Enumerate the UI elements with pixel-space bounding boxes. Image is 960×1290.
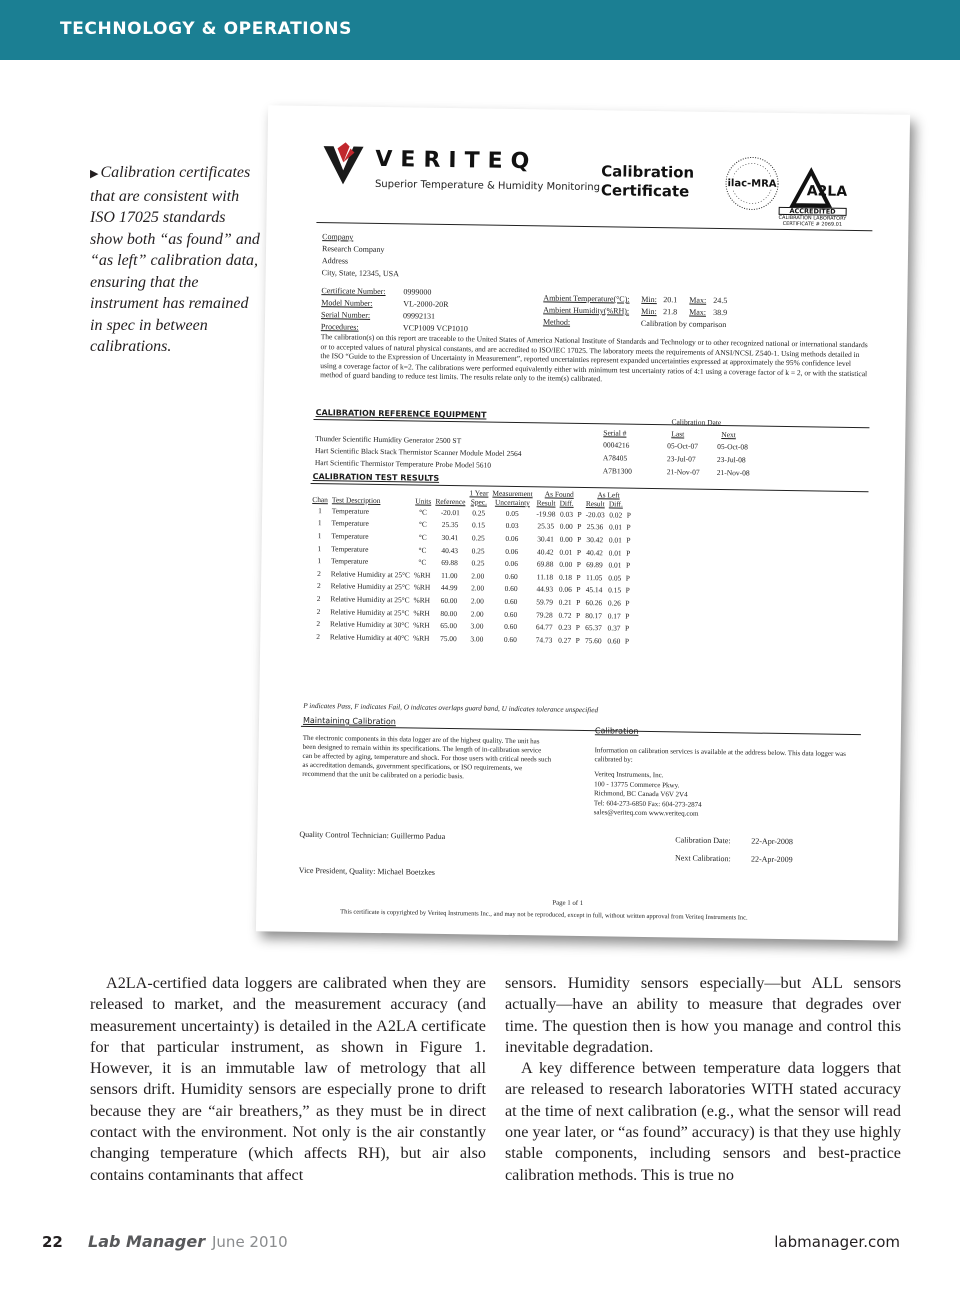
ref-equipment-name: Hart Scientific Black Stack Thermistor Scanner Module Model 2564 xyxy=(314,446,522,459)
calibration-phone: Tel: 604-273-6850 Fax: 604-273-2874 xyxy=(593,798,702,809)
ambient-temp-min-label: Min: xyxy=(641,294,657,305)
calibration-address xyxy=(594,770,703,819)
ambient-rh-max: 38.9 xyxy=(713,307,728,318)
reference-cell: 30.41 xyxy=(441,532,459,543)
found-diff-cell: 0.72 xyxy=(558,610,572,620)
serial-header: Serial # xyxy=(603,428,627,438)
chan-cell: 1 xyxy=(317,531,322,541)
left-pass-cell: P xyxy=(624,636,630,646)
uncertainty-cell: 0.60 xyxy=(504,571,518,581)
found-pass-cell: P xyxy=(577,534,582,544)
company-heading: Company xyxy=(322,232,354,242)
reference-cell: 69.88 xyxy=(441,558,458,568)
ambient-temp-max: 24.5 xyxy=(713,295,728,306)
last-header: Last xyxy=(671,429,685,439)
article-column-1 xyxy=(90,973,486,1186)
left-pass-cell: P xyxy=(626,535,631,545)
left-diff-cell: 0.17 xyxy=(607,610,621,621)
found-result-cell: 40.42 xyxy=(536,546,554,557)
ref-equipment-heading: CALIBRATION REFERENCE EQUIPMENT xyxy=(315,408,487,420)
reference-cell: 80.00 xyxy=(440,608,458,618)
ref-equipment-serial: A7B1300 xyxy=(602,466,633,476)
calibration-street: 100 - 13775 Commerce Pkwy. xyxy=(594,779,680,789)
brand-name: VERITEQ xyxy=(375,146,538,175)
spec-cell: 2.00 xyxy=(471,583,485,593)
spec-cell: 2.00 xyxy=(470,596,484,606)
found-result-cell: 79.28 xyxy=(536,609,553,620)
units-cell: °C xyxy=(418,532,427,542)
found-result-cell: 69.88 xyxy=(536,559,554,569)
ref-equipment-name: Hart Scientific Thermistor Temperature Probe Model 5610 xyxy=(314,458,492,470)
left-result-cell: 60.26 xyxy=(585,598,603,608)
paragraph: A2LA-certified data loggers are calibrated when they are released to market, and the measurement accuracy (and measurement uncertainty) is detailed in the A2LA certificate for that particular instrument, as shown in Figure 1. However, it is an immutable law of metrology that all sensors drift. Humidity sensors are especially prone to drift because they are “air breathers,” as they must be in direct contact with the environment. Not only is the air constantly changing temperature (which affects RH), but air also contains contaminants that affect xyxy=(90,974,486,1184)
units-cell: °C xyxy=(418,545,427,555)
uncertainty-cell: 0.60 xyxy=(504,609,518,619)
spec-cell: 0.25 xyxy=(472,508,486,518)
uncertainty-cell: 0.60 xyxy=(504,621,518,632)
found-diff-cell: 0.00 xyxy=(559,559,573,570)
page-label: Page 1 of 1 xyxy=(552,899,584,908)
found-diff-cell: 0.03 xyxy=(559,509,574,519)
ref-equipment-last: 23-Jul-07 xyxy=(666,454,696,464)
uncertainty-cell: 0.05 xyxy=(505,508,519,518)
spec-cell: 2.00 xyxy=(471,571,485,581)
spec-cell: 3.00 xyxy=(470,621,484,631)
model-number: VL-2000-20R xyxy=(403,299,449,309)
units-cell: %RH xyxy=(413,570,431,580)
ilac-label: ilac-MRA xyxy=(727,178,777,190)
paragraph: sensors. Humidity sensors especially—but ALL sensors actually—have an ability to measure that degrades over time. The question then is how you manage and control this inevitable degradation. xyxy=(505,974,901,1056)
maintaining-text: The electronic components in this data logger are of the highest quality. The unit has been designed to remain within its specifications. The length of in-calibration service can be affected by aging, temperature and shock. For those users with critical needs such as accreditation demands, government specifications, or ISO requirements, we recommend that the unit be calibrated on a periodic basis. xyxy=(302,733,552,781)
chan-cell: 2 xyxy=(316,631,321,641)
found-result-cell: 64.77 xyxy=(535,622,553,632)
left-diff-cell: 0.01 xyxy=(608,535,622,545)
found-pass-cell: P xyxy=(575,635,580,645)
uncertainty-cell: 0.60 xyxy=(504,596,518,606)
section-title: TECHNOLOGY & OPERATIONS xyxy=(60,19,352,39)
next-header: Next xyxy=(721,430,736,440)
found-diff-cell: 0.00 xyxy=(559,522,573,532)
ref-equipment-serial: A78405 xyxy=(602,453,628,463)
chan-header: Chan xyxy=(312,494,328,505)
ambient-rh-min-label: Min: xyxy=(641,306,657,317)
description-cell: Temperature xyxy=(331,518,369,529)
found-diff-cell: 0.18 xyxy=(559,572,573,582)
found-pass-cell: P xyxy=(576,547,582,557)
model-number-label: Model Number: xyxy=(321,298,373,308)
ref-equipment-name: Thunder Scientific Humidity Generator 2500 ST xyxy=(315,434,462,446)
certificate-number: 0999000 xyxy=(403,287,432,297)
as-found-header: As Found xyxy=(544,489,574,499)
left-diff-header: Diff. xyxy=(608,499,623,509)
uncertainty-header-2: Uncertainty xyxy=(494,497,530,508)
company-address: Address xyxy=(321,256,349,266)
left-result-cell: 40.42 xyxy=(586,547,603,557)
ref-equipment-next: 23-Jul-08 xyxy=(716,454,746,465)
uncertainty-cell: 0.60 xyxy=(503,634,517,644)
description-cell: Temperature xyxy=(331,531,369,541)
copyright-notice: This certificate is copyrighted by Veriteq Instruments Inc., and may not be reproduced, except in full, without written approval from Veriteq Instruments Inc. xyxy=(340,908,748,922)
spec-header-2: Spec. xyxy=(470,497,488,507)
chan-cell: 1 xyxy=(317,543,322,553)
calibration-company: Veriteq Instruments, Inc. xyxy=(594,770,664,780)
found-diff-header: Diff. xyxy=(559,498,574,508)
accredited-sub-1: CALIBRATION LABORATORY xyxy=(778,214,847,222)
calibration-certificate xyxy=(256,105,910,940)
uncertainty-header-1: Measurement xyxy=(492,488,533,499)
chan-cell: 2 xyxy=(316,619,321,629)
chan-cell: 1 xyxy=(318,505,322,515)
found-pass-cell: P xyxy=(576,560,581,570)
ambient-rh-label: Ambient Humidity(%RH): xyxy=(543,305,630,316)
left-diff-cell: 0.01 xyxy=(608,547,622,558)
found-result-header: Result xyxy=(536,498,556,508)
uncertainty-cell: 0.06 xyxy=(505,533,519,544)
spec-cell: 0.25 xyxy=(471,533,485,543)
found-pass-cell: P xyxy=(576,572,581,582)
spec-header-1: 1 Year xyxy=(469,488,489,498)
figure-caption xyxy=(90,162,260,358)
spec-cell: 0.25 xyxy=(471,545,485,556)
title-line-1: Calibration xyxy=(601,162,695,182)
left-pass-cell: P xyxy=(625,560,631,570)
as-left-header: As Left xyxy=(597,490,620,500)
calibration-date-label: Calibration Date: xyxy=(675,835,731,846)
company-name: Research Company xyxy=(321,244,385,255)
left-diff-cell: 0.02 xyxy=(609,510,623,520)
found-result-cell: 59.79 xyxy=(536,597,554,607)
spec-cell: 0.15 xyxy=(471,520,486,530)
left-diff-cell: 0.26 xyxy=(607,598,621,608)
units-cell: %RH xyxy=(412,633,430,643)
left-result-header: Result xyxy=(585,499,605,509)
calibration-city: Richmond, BC Canada V6V 2V4 xyxy=(593,789,688,799)
reference-header: Reference xyxy=(435,496,466,507)
caption-arrow-icon: ▶ xyxy=(90,168,99,180)
left-result-cell: 75.60 xyxy=(584,635,602,646)
found-pass-cell: P xyxy=(576,585,581,595)
left-diff-cell: 0.01 xyxy=(609,522,623,532)
serial-number-label: Serial Number: xyxy=(320,310,371,320)
left-diff-cell: 0.15 xyxy=(608,585,622,595)
description-cell: Temperature xyxy=(331,506,370,516)
accredited-label: ACCREDITED xyxy=(779,207,847,216)
uncertainty-cell: 0.06 xyxy=(504,559,519,569)
ref-equipment-next: 21-Nov-08 xyxy=(716,467,750,478)
chan-cell: 2 xyxy=(316,581,321,591)
title-line-2: Certificate xyxy=(600,181,690,201)
ambient-rh-min: 21.8 xyxy=(663,307,678,317)
spec-cell: 2.00 xyxy=(470,608,484,619)
found-diff-cell: 0.21 xyxy=(558,597,572,607)
units-header: Units xyxy=(415,496,432,506)
description-cell: Relative Humidity at 30°C xyxy=(330,619,410,630)
left-pass-cell: P xyxy=(625,611,630,621)
issue-date: June 2010 xyxy=(212,1233,288,1251)
description-cell: Relative Humidity at 25°C xyxy=(330,581,410,592)
ambient-temp-label: Ambient Temperature(°C): xyxy=(543,293,630,304)
publication-name: Lab Manager xyxy=(88,1232,206,1251)
found-result-cell: 44.93 xyxy=(536,584,554,594)
found-result-cell: 30.41 xyxy=(537,534,554,544)
left-result-cell: 30.42 xyxy=(586,535,604,545)
accreditation-badge xyxy=(778,207,846,228)
description-header: Test Description xyxy=(331,495,381,505)
uncertainty-cell: 0.06 xyxy=(505,546,519,556)
ref-equipment-rule xyxy=(313,419,869,428)
left-pass-cell: P xyxy=(625,623,630,633)
test-results-heading: CALIBRATION TEST RESULTS xyxy=(312,471,440,483)
found-pass-cell: P xyxy=(575,610,581,620)
found-diff-cell: 0.06 xyxy=(558,585,572,595)
certificate-number-label: Certificate Number: xyxy=(321,286,386,297)
method: Calibration by comparison xyxy=(640,318,727,330)
page-number: 22 xyxy=(42,1233,63,1251)
reference-cell: 11.00 xyxy=(441,570,458,580)
found-diff-cell: 0.01 xyxy=(559,547,573,557)
reference-cell: 44.99 xyxy=(440,583,458,593)
spec-cell: 0.25 xyxy=(471,558,485,568)
ambient-rh-max-label: Max: xyxy=(689,307,707,317)
found-pass-cell: P xyxy=(577,522,582,532)
left-pass-cell: P xyxy=(626,548,631,558)
found-diff-cell: 0.00 xyxy=(559,534,573,544)
units-cell: °C xyxy=(418,557,427,567)
serial-number: 09992131 xyxy=(402,311,436,321)
next-calibration-label: Next Calibration: xyxy=(674,853,731,864)
description-cell: Temperature xyxy=(330,556,369,566)
found-pass-cell: P xyxy=(577,509,582,519)
units-cell: °C xyxy=(419,507,428,517)
ref-equipment-serial: 0004216 xyxy=(603,440,630,450)
procedures: VCP1009 VCP1010 xyxy=(402,323,468,334)
chan-cell: 2 xyxy=(317,568,321,578)
brand-tagline: Superior Temperature & Humidity Monitoring xyxy=(374,178,601,194)
found-pass-cell: P xyxy=(575,623,581,633)
ref-equipment-last: 05-Oct-07 xyxy=(667,441,699,451)
left-result-cell: 80.17 xyxy=(585,610,603,620)
qc-technician: Quality Control Technician: Guillermo Padua xyxy=(299,829,446,841)
maintaining-heading: Maintaining Calibration xyxy=(302,715,396,727)
left-result-cell: 45.14 xyxy=(585,585,603,595)
reference-cell: 60.00 xyxy=(440,595,458,606)
ilac-mra-logo xyxy=(723,154,782,213)
reference-cell: -20.01 xyxy=(440,507,460,517)
description-cell: Relative Humidity at 25°C xyxy=(330,594,410,605)
uncertainty-cell: 0.60 xyxy=(504,584,518,594)
units-cell: %RH xyxy=(413,608,430,618)
chan-cell: 1 xyxy=(317,518,322,528)
spec-cell: 3.00 xyxy=(470,634,484,644)
method-label: Method: xyxy=(542,317,571,327)
left-pass-cell: P xyxy=(626,523,631,533)
found-result-cell: 74.73 xyxy=(535,635,553,645)
left-pass-cell: P xyxy=(625,598,630,608)
units-cell: %RH xyxy=(413,620,430,630)
left-pass-cell: P xyxy=(626,510,631,520)
maintaining-rule xyxy=(301,726,861,735)
ref-equipment-next: 05-Oct-08 xyxy=(717,441,749,452)
website-link[interactable]: labmanager.com xyxy=(774,1233,900,1251)
pass-fail-legend: P indicates Pass, F indicates Fail, O indicates overlaps guard band, U indicates tolerance unspecified xyxy=(303,701,599,715)
found-result-cell: 25.35 xyxy=(537,521,555,531)
left-diff-cell: 0.05 xyxy=(608,573,622,583)
left-diff-cell: 0.60 xyxy=(607,636,621,646)
a2la-label: A2LA xyxy=(806,183,848,200)
reference-cell: 25.35 xyxy=(441,520,459,530)
reference-cell: 75.00 xyxy=(440,633,457,643)
found-diff-cell: 0.23 xyxy=(558,622,572,632)
found-diff-cell: 0.27 xyxy=(558,635,572,645)
certificate-title xyxy=(601,162,695,201)
reference-cell: 65.00 xyxy=(440,621,457,631)
calibration-info-heading: Calibration xyxy=(594,726,639,736)
found-result-cell: -19.98 xyxy=(536,509,556,519)
procedures-label: Procedures: xyxy=(320,322,359,332)
traceability-statement: The calibration(s) on this report are traceable to the United States of America National Institute of Standards and Technology or to other recognized national or international standards or to accepted values of natural physical constants, and are accredited to ISO/IEC 17025. The laboratory meets the requirements of ANSI/NCSL Z540-1. Using methods detailed in the ISO “Guide to the Expression of Uncertainty in Measurement”, reported uncertainties represent expanded uncertainties expressed at approximately the 95% confidence level using a coverage factor of k=2. The calibrations were performed equivalently either with minimum test uncertainty ratios of 4:1 using a coverage factor of k = 2, or with the statistical method of guard banding to reduce test limits. The results relate only to the item(s) calibrated. xyxy=(320,332,868,384)
paragraph: A key difference between temperature data loggers that are released to research laboratories WITH stated accuracy at the time of next calibration (e.g., what the sensor will read one year later, or “as found” accuracy) is that they use highly stable components, including sensors and best-practice calibration methods. This is true no xyxy=(505,1059,901,1184)
left-pass-cell: P xyxy=(625,585,630,596)
description-cell: Relative Humidity at 25°C xyxy=(330,569,411,580)
description-cell: Relative Humidity at 40°C xyxy=(329,631,410,643)
found-pass-cell: P xyxy=(576,597,581,607)
vp-quality: Vice President, Quality: Michael Boetzkes xyxy=(298,865,436,877)
cal-date-header: Calibration Date xyxy=(671,417,722,428)
veriteq-logo-icon xyxy=(323,142,364,185)
left-result-cell: 65.37 xyxy=(585,623,602,633)
left-result-cell: 69.89 xyxy=(586,560,603,570)
company-city: City, State, 12345, USA xyxy=(321,268,400,279)
ref-equipment-last: 21-Nov-07 xyxy=(666,467,700,477)
calibration-info-text: Information on calibration services is available at the address below. This data logger was calibrated by: xyxy=(594,746,847,764)
left-result-cell: 25.36 xyxy=(586,522,604,532)
caption-text: Calibration certificates that are consistent with ISO 17025 standards show both “as found” and “as left” calibration data, ensuring that the instrument has remained in spec in between calibrations. xyxy=(90,164,260,355)
ambient-temp-min: 20.1 xyxy=(663,295,678,305)
certificate-figure xyxy=(248,96,920,950)
description-cell: Relative Humidity at 25°C xyxy=(330,606,410,617)
description-cell: Temperature xyxy=(331,543,369,554)
next-calibration: 22-Apr-2009 xyxy=(750,854,793,865)
test-results-table xyxy=(308,486,633,647)
left-pass-cell: P xyxy=(625,573,631,583)
chan-cell: 1 xyxy=(317,556,322,566)
found-result-cell: 11.18 xyxy=(536,572,554,582)
test-results-body xyxy=(308,504,633,647)
chan-cell: 2 xyxy=(316,594,321,604)
article-column-2 xyxy=(505,973,901,1186)
units-cell: °C xyxy=(418,519,427,530)
units-cell: %RH xyxy=(413,582,431,593)
left-diff-cell: 0.01 xyxy=(608,560,622,570)
calibration-web: sales@veriteq.com www.veriteq.com xyxy=(593,808,699,818)
left-diff-cell: 0.37 xyxy=(607,623,621,633)
accredited-sub-2: CERTIFICATE # 2069.01 xyxy=(782,220,843,228)
left-result-cell: 11.05 xyxy=(585,572,603,583)
units-cell: %RH xyxy=(413,595,431,605)
ambient-temp-max-label: Max: xyxy=(689,295,707,305)
calibration-date: 22-Apr-2008 xyxy=(751,836,793,847)
left-result-cell: -20.03 xyxy=(585,509,605,520)
reference-cell: 40.43 xyxy=(441,545,459,555)
chan-cell: 2 xyxy=(316,606,321,616)
uncertainty-cell: 0.03 xyxy=(505,521,519,531)
